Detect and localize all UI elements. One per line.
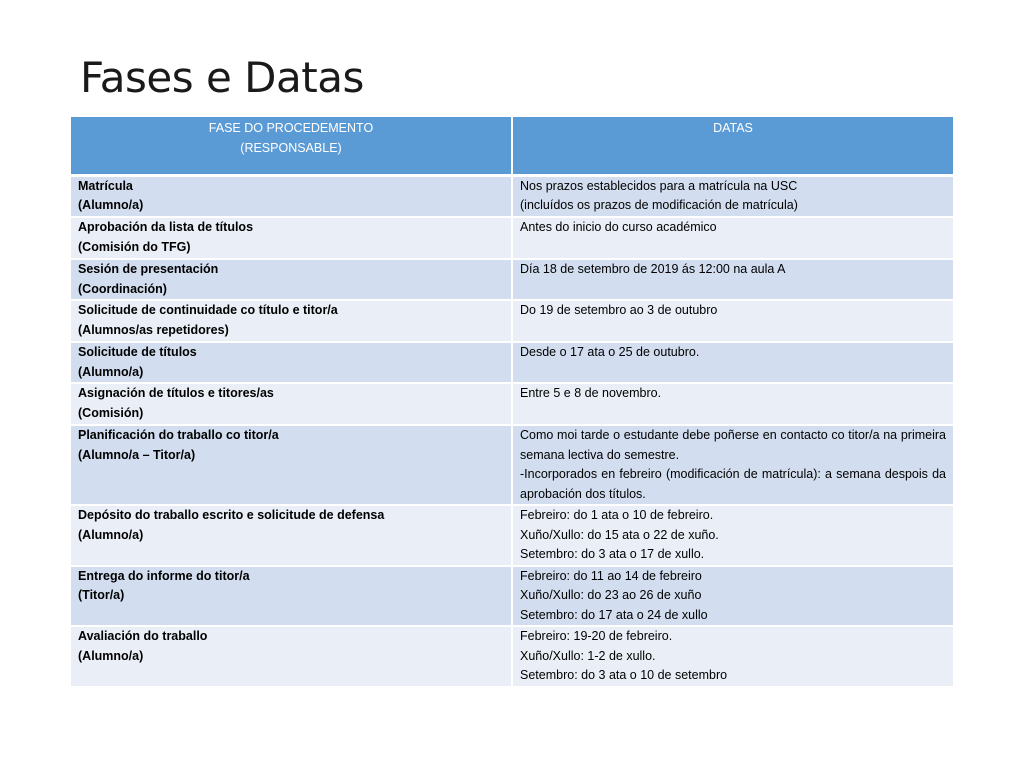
dates-line: Setembro: do 17 ata o 24 de xullo [520, 607, 708, 622]
dates-cell [512, 383, 953, 425]
dates-cell [512, 505, 953, 566]
phase-responsible: (Alumnos/as repetidores) [78, 322, 229, 337]
table-row [71, 383, 953, 425]
phase-cell [71, 626, 512, 687]
header-phase [71, 117, 512, 175]
phase-name: Planificación do traballo co titor/a [78, 428, 279, 442]
dates-line: Desde o 17 ata o 25 de outubro. [520, 345, 700, 359]
dates-line: Xuño/Xullo: 1-2 de xullo. [520, 648, 656, 663]
header-dates-title: DATAS [713, 121, 753, 135]
header-dates [512, 117, 953, 175]
phase-responsible: (Coordinación) [78, 281, 167, 296]
slide-title: Fases e Datas [80, 53, 364, 102]
phase-name: Aprobación da lista de títulos [78, 220, 254, 234]
table-row [71, 342, 953, 383]
header-phase-title: FASE DO PROCEDEMENTO [208, 121, 374, 135]
phase-responsible: (Alumno/a) [78, 198, 144, 212]
phase-cell [71, 566, 512, 627]
dates-cell [512, 175, 953, 217]
dates-line: Xuño/Xullo: do 23 ao 26 de xuño [520, 588, 702, 602]
dates-cell [512, 342, 953, 383]
phase-name: Asignación de títulos e titores/as [78, 386, 274, 400]
table-row [71, 300, 953, 342]
dates-line: Febreiro: do 11 ao 14 de febreiro [520, 568, 702, 583]
table-row [71, 505, 953, 566]
dates-line: Febreiro: 19-20 de febreiro. [520, 629, 673, 643]
table-row [71, 626, 953, 687]
dates-cell [512, 217, 953, 259]
phase-cell [71, 342, 512, 383]
dates-line: Febreiro: do 1 ata o 10 de febreiro. [520, 508, 714, 522]
phase-cell [71, 175, 512, 217]
header-phase-subtitle: (RESPONSABLE) [240, 140, 342, 155]
phase-cell [71, 505, 512, 566]
dates-line: (incluídos os prazos de modificación de matrícula) [520, 198, 798, 212]
phase-responsible: (Alumno/a – Titor/a) [78, 447, 196, 462]
phase-name: Entrega do informe do titor/a [78, 568, 250, 583]
phase-responsible: (Comisión) [78, 405, 144, 420]
dates-cell [512, 425, 953, 505]
table-row [71, 175, 953, 217]
phase-responsible: (Alumno/a) [78, 527, 144, 542]
dates-line: Xuño/Xullo: do 15 ata o 22 de xuño. [520, 527, 719, 542]
header-row [71, 117, 953, 175]
phase-responsible: (Titor/a) [78, 588, 125, 602]
table-body [71, 175, 953, 687]
table-row [71, 425, 953, 505]
phase-cell [71, 300, 512, 342]
phase-responsible: (Alumno/a) [78, 364, 144, 379]
phase-name: Solicitude de títulos [78, 345, 197, 359]
table-header [71, 117, 953, 175]
phase-cell [71, 383, 512, 425]
phase-name: Solicitude de continuidade co título e titor/a [78, 303, 338, 317]
phase-responsible: (Alumno/a) [78, 648, 144, 663]
dates-line: Antes do inicio do curso académico [520, 220, 717, 234]
dates-paragraph: Como moi tarde o estudante debe poñerse en contacto co titor/a na primeira semana lectiva do semestre. [520, 428, 946, 462]
dates-cell [512, 300, 953, 342]
dates-line: Nos prazos establecidos para a matrícula na USC [520, 178, 798, 193]
dates-line: Setembro: do 3 ata o 10 de setembro [520, 668, 728, 682]
phase-cell [71, 425, 512, 505]
dates-paragraph: -Incorporados en febreiro (modificación de matrícula): a semana despois da aprobación dos títulos. [520, 467, 946, 501]
dates-line: Setembro: do 3 ata o 17 de xullo. [520, 547, 705, 561]
phase-cell [71, 259, 512, 300]
dates-cell [512, 259, 953, 300]
phase-name: Avaliación do traballo [78, 629, 208, 643]
phase-responsible: (Comisión do TFG) [78, 239, 191, 254]
phases-table [71, 117, 953, 688]
table-row [71, 566, 953, 627]
dates-line: Entre 5 e 8 de novembro. [520, 386, 662, 400]
phase-cell [71, 217, 512, 259]
dates-line: Día 18 de setembro de 2019 ás 12:00 na aula A [520, 262, 786, 276]
phase-name: Depósito do traballo escrito e solicitude de defensa [78, 508, 385, 522]
dates-cell [512, 566, 953, 627]
dates-cell [512, 626, 953, 687]
phase-name: Matrícula [78, 178, 133, 193]
phase-name: Sesión de presentación [78, 262, 219, 276]
dates-line: Do 19 de setembro ao 3 de outubro [520, 303, 718, 317]
table-row [71, 259, 953, 300]
table-row [71, 217, 953, 259]
